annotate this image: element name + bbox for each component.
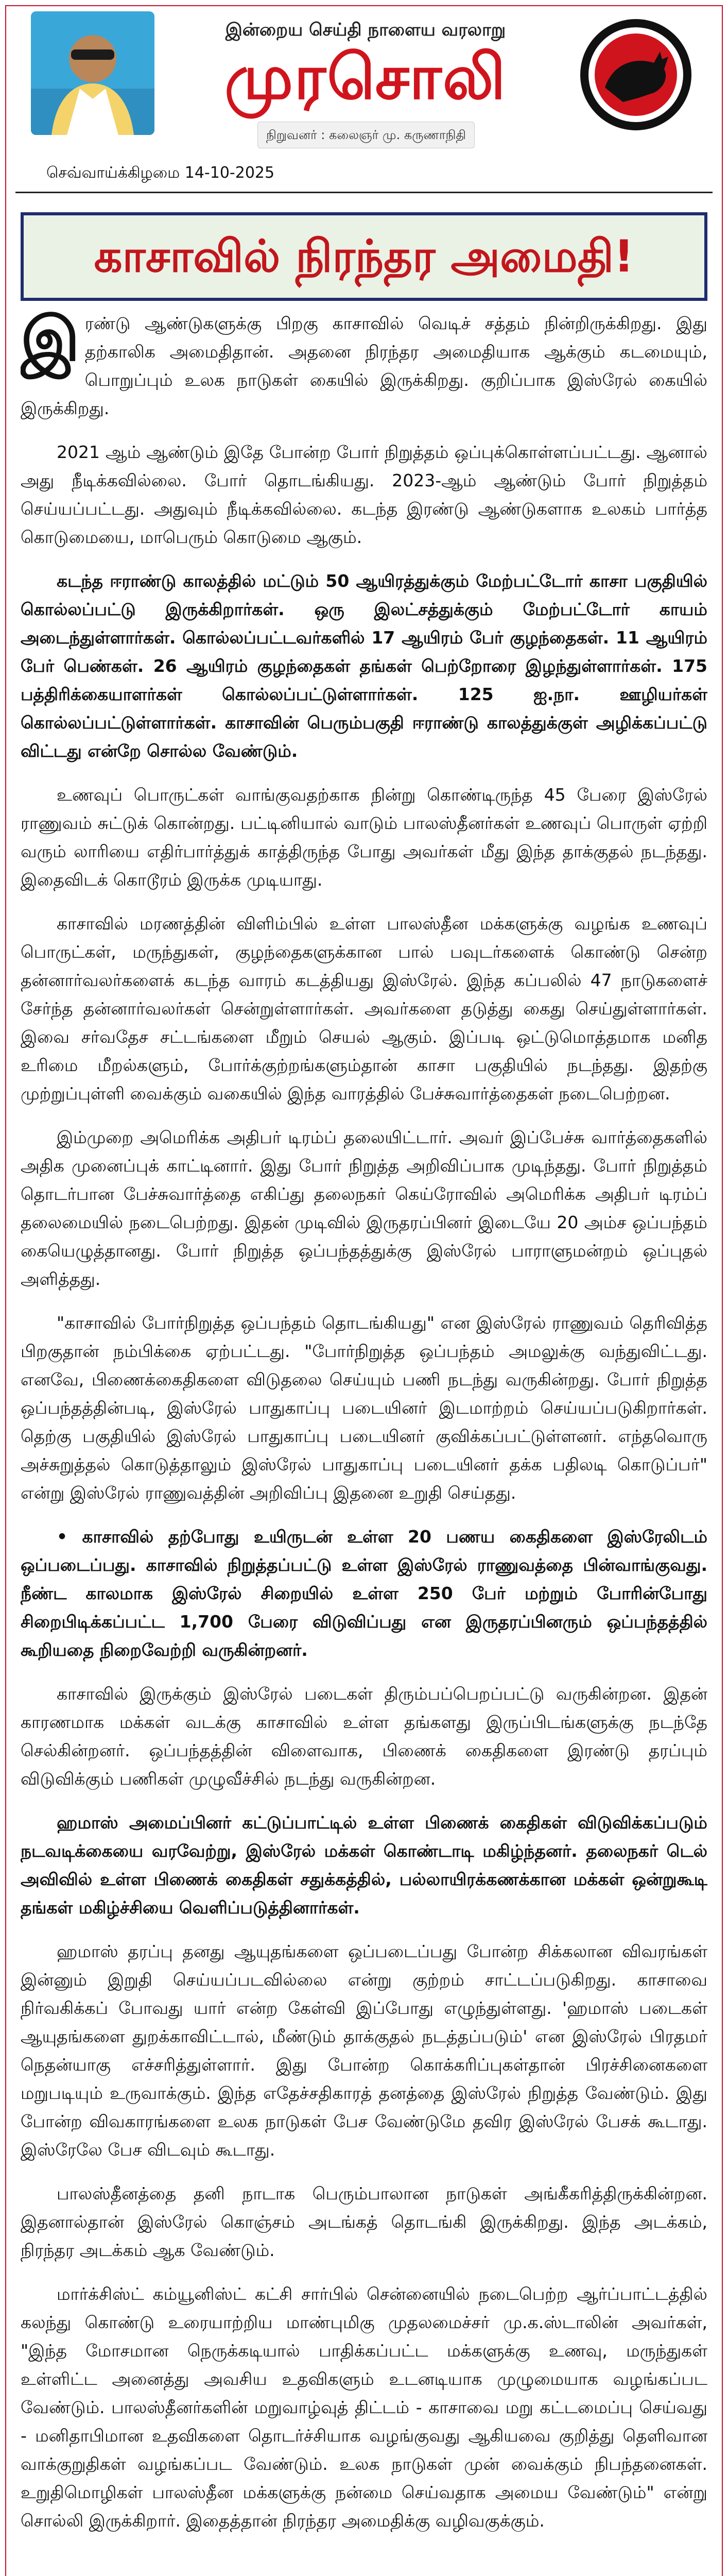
paragraph-13: மார்க்சிஸ்ட் கம்யூனிஸ்ட் கட்சி சார்பில் சென்னையில் நடைபெற்ற ஆர்ப்பாட்டத்தில் கலந்து கொண்டு உரையாற்றிய மாண்புமிகு முதலமைச்சர் மு.க.ஸ்டாலின் அவர்கள், "இந்த மோசமான நெருக்கடியால் பாதிக்கப்பட்ட மக்களுக்கு உணவு, மருந்துகள் உள்ளிட்ட அனைத்து அவசிய உதவிகளும் உடனடியாக முழுமையாக வழங்கப்பட வேண்டும். பாலஸ்தீனர்களின் மறுவாழ்வுத் திட்டம் - காசாவை மறு கட்டமைப்பு செய்வது - மனிதாபிமான உதவிகளை தொடர்ச்சியாக வழங்குவது ஆகியவை குறித்து தெளிவான வாக்குறுதிகள் வழங்கப்பட வேண்டும். உலக நாடுகள் முன் வைக்கும் நிபந்தனைகள். உறுதிமொழிகள் பாலஸ்தீன மக்களுக்கு நன்மை செய்வதாக அமைய வேண்டும்" என்று சொல்லி இருக்கிறார். இதைத்தான் நிரந்தர அமைதிக்கு வழிவகுக்கும். — [21, 2284, 707, 2531]
paragraph-4: உணவுப் பொருட்கள் வாங்குவதற்காக நின்று கொண்டிருந்த 45 பேரை இஸ்ரேல் ராணுவம் சுட்டுக் கொன்றது. பட்டினியால் வாடும் பாலஸ்தீனர்கள் உணவுப் பொருள் ஏற்றி வரும் லாரியை எதிர்பார்த்துக் காத்திருந்த போது அவர்கள் மீது இந்த தாக்குதல் நடந்தது. இதைவிடக் கொடூரம் இருக்க முடியாது. — [21, 785, 707, 890]
paragraph-9: காசாவில் இருக்கும் இஸ்ரேல் படைகள் திரும்பப்பெறப்பட்டு வருகின்றன. இதன் காரணமாக மக்கள் வடக்கு காசாவில் உள்ள தங்களது இருப்பிடங்களுக்கு நடந்தே செல்கின்றனர். ஒப்பந்தத்தின் விளைவாக, பிணைக் கைதிகளை இரண்டு தரப்பும் விடுவிக்கும் பணிகள் முழுவீச்சில் நடந்து வருகின்றன. — [21, 1684, 707, 1789]
editorial-body — [21, 309, 707, 2576]
masthead-tagline: இன்றைய செய்தி நாளைய வரலாறு — [225, 20, 506, 40]
paragraph-7: "காசாவில் போர்நிறுத்த ஒப்பந்தம் தொடங்கியது" என இஸ்ரேல் ராணுவம் தெரிவித்த பிறகுதான் நம்பிக்கை ஏற்பட்டது. "போர்நிறுத்த ஒப்பந்தம் அமலுக்கு வந்துவிட்டது. எனவே, பிணைக்கைதிகளை விடுதலை செய்யும் பணி நடந்து வருகின்றது. போர் நிறுத்த ஒப்பந்தத்தின்படி, இஸ்ரேல் பாதுகாப்பு படையினர் இடமாற்றம் செய்யப்படுகிறார்கள். தெற்கு பகுதியில் இஸ்ரேல் பாதுகாப்பு படையினர் குவிக்கப்பட்டுள்ளனர். எந்தவொரு அச்சுறுத்தல் கொடுத்தாலும் இஸ்ரேல் பாதுகாப்பு படையினர் தக்க பதிலடி கொடுப்பர்" என்று இஸ்ரேல் ராணுவத்தின் அறிவிப்பு இதனை உறுதி செய்தது. — [21, 1313, 707, 1503]
paragraph-2: 2021 ஆம் ஆண்டும் இதே போன்ற போர் நிறுத்தம் ஒப்புக்கொள்ளப்பட்டது. ஆனால் அது நீடிக்கவில்லை. போர் தொடங்கியது. 2023-ஆம் ஆண்டும் போர் நிறுத்தம் செய்யப்பட்டது. அதுவும் நீடிக்கவில்லை. கடந்த இரண்டு ஆண்டுகளாக உலகம் பார்த்த கொடுமையை, மாபெரும் கொடுமை ஆகும். — [21, 442, 707, 547]
paragraph-5: காசாவில் மரணத்தின் விளிம்பில் உள்ள பாலஸ்தீன மக்களுக்கு வழங்க உணவுப் பொருட்கள், மருந்துகள், குழந்தைகளுக்கான பால் பவுடர்களைக் கொண்டு சென்ற தன்னார்வலர்களைக் கடந்த வாரம் கடத்தியது இஸ்ரேல். இந்த கப்பலில் 47 நாடுகளைச் சேர்ந்த தன்னார்வலர்கள் சென்றுள்ளார்கள். அவர்களை தடுத்து கைது செய்துள்ளார்கள். இவை சர்வதேச சட்டங்களை மீறும் செயல் ஆகும். இப்படி ஒட்டுமொத்தமாக மனித உரிமை மீறல்களும், போர்க்குற்றங்களும்தான் காசா பகுதியில் நடந்தது. இதற்கு முற்றுப்புள்ளி வைக்கும் வகையில் இந்த வாரத்தில் பேச்சுவார்த்தைகள் நடைபெற்றன. — [21, 913, 707, 1104]
founder-label: நிறுவனர் : கலைஞர் மு. கருணாநிதி — [257, 122, 475, 148]
paragraph-6: இம்முறை அமெரிக்க அதிபர் டிரம்ப் தலையிட்டார். அவர் இப்பேச்சு வார்த்தைகளில் அதிக முனைப்புக் காட்டினார். இது போர் நிறுத்த அறிவிப்பாக முடிந்தது. போர் நிறுத்தம் தொடர்பான பேச்சுவார்த்தை எகிப்து தலைநகர் கெய்ரோவில் அமெரிக்க அதிபர் டிரம்ப் தலைமையில் நடைபெற்றது. இதன் முடிவில் இருதரப்பினர் இடையே 20 அம்ச ஒப்பந்தம் கையெழுத்தானது. போர் நிறுத்த ஒப்பந்தத்துக்கு இஸ்ரேல் பாராளுமன்றம் ஒப்புதல் அளித்தது. — [21, 1127, 707, 1289]
publication-date: செவ்வாய்க்கிழமை 14-10-2025 — [46, 164, 275, 182]
newspaper-name: முரசொலி — [224, 42, 507, 113]
paragraph-11: ஹமாஸ் தரப்பு தனது ஆயுதங்களை ஒப்படைப்பது போன்ற சிக்கலான விவரங்கள் இன்னும் இறுதி செய்யப்படவில்லை என்று குற்றம் சாட்டப்படுகிறது. காசாவை நிர்வகிக்கப் போவது யார் என்ற கேள்வி இப்போது எழுந்துள்ளது. 'ஹமாஸ் படைகள் ஆயுதங்களை துறக்காவிட்டால், மீண்டும் தாக்குதல் நடத்தப்படும்' என இஸ்ரேல் பிரதமர் நெதன்யாகு எச்சரித்துள்ளார். இது போன்ற கொக்கரிப்புகள்தான் பிரச்சினைகளை மறுபடியும் உருவாக்கும். இந்த எதேச்சதிகாரத் தனத்தை இஸ்ரேல் நிறுத்த வேண்டும். இது போன்ற விவகாரங்களை உலக நாடுகள் பேச வேண்டுமே தவிர இஸ்ரேல் பேசக் கூடாது. இஸ்ரேலே பேச விடவும் கூடாது. — [21, 1941, 707, 2160]
party-emblem — [577, 15, 695, 134]
drop-cap: இ — [21, 309, 80, 375]
masthead-divider — [15, 192, 713, 193]
paragraph-8: • காசாவில் தற்போது உயிருடன் உள்ள 20 பணய கைதிகளை இஸ்ரேலிடம் ஒப்படைப்பது. காசாவில் நிறுத்தப்பட்டு உள்ள இஸ்ரேல் ராணுவத்தை பின்வாங்குவது. நீண்ட காலமாக இஸ்ரேல் சிறையில் உள்ள 250 பேர் மற்றும் போரின்போது சிறைபிடிக்கப்பட்ட 1,700 பேரை விடுவிப்பது என இருதரப்பினரும் ஒப்பந்தத்தில் கூறியதை நிறைவேற்றி வருகின்றனர். — [21, 1527, 707, 1660]
founder-portrait — [31, 11, 154, 135]
masthead — [0, 0, 728, 182]
paragraph-1: இரண்டு ஆண்டுகளுக்கு பிறகு காசாவில் வெடிச் சத்தம் நின்றிருக்கிறது. இது தற்காலிக அமைதிதான். அதனை நிரந்தர அமைதியாக ஆக்கும் கடமையும், பொறுப்பும் உலக நாடுகள் கையில் இருக்கிறது. குறிப்பாக இஸ்ரேல் கையில் இருக்கிறது. — [21, 309, 707, 418]
editorial-headline: காசாவில் நிரந்தர அமைதி! — [21, 212, 707, 301]
paragraph-10: ஹமாஸ் அமைப்பினர் கட்டுப்பாட்டில் உள்ள பிணைக் கைதிகள் விடுவிக்கப்படும் நடவடிக்கையை வரவேற்று, இஸ்ரேல் மக்கள் கொண்டாடி மகிழ்ந்தனர். தலைநகர் டெல் அவிவில் உள்ள பிணைக் கைதிகள் சதுக்கத்தில், பல்லாயிரக்கணக்கான மக்கள் ஒன்றுகூடி தங்கள் மகிழ்ச்சியை வெளிப்படுத்தினார்கள். — [21, 1812, 707, 1918]
paragraph-3: கடந்த ஈராண்டு காலத்தில் மட்டும் 50 ஆயிரத்துக்கும் மேற்பட்டோர் காசா பகுதியில் கொல்லப்பட்டு இருக்கிறார்கள். ஒரு இலட்சத்துக்கும் மேற்பட்டோர் காயம் அடைந்துள்ளார்கள். கொல்லப்பட்டவர்களில் 17 ஆயிரம் பேர் குழந்தைகள். 11 ஆயிரம் பேர் பெண்கள். 26 ஆயிரம் குழந்தைகள் தங்கள் பெற்றோரை இழந்துள்ளார்கள். 175 பத்திரிக்கையாளர்கள் கொல்லப்பட்டுள்ளார்கள். 125 ஐ.நா. ஊழியர்கள் கொல்லப்பட்டுள்ளார்கள். காசாவின் பெரும்பகுதி ஈராண்டு காலத்துக்குள் அழிக்கப்பட்டு விட்டது என்றே சொல்ல வேண்டும். — [21, 571, 707, 761]
paragraph-12: பாலஸ்தீனத்தை தனி நாடாக பெரும்பாலான நாடுகள் அங்கீகரித்திருக்கின்றன. இதனால்தான் இஸ்ரேல் கொஞ்சம் அடங்கத் தொடங்கி இருக்கிறது. இந்த அடக்கம், நிரந்தர அடக்கம் ஆக வேண்டும். — [21, 2183, 707, 2260]
